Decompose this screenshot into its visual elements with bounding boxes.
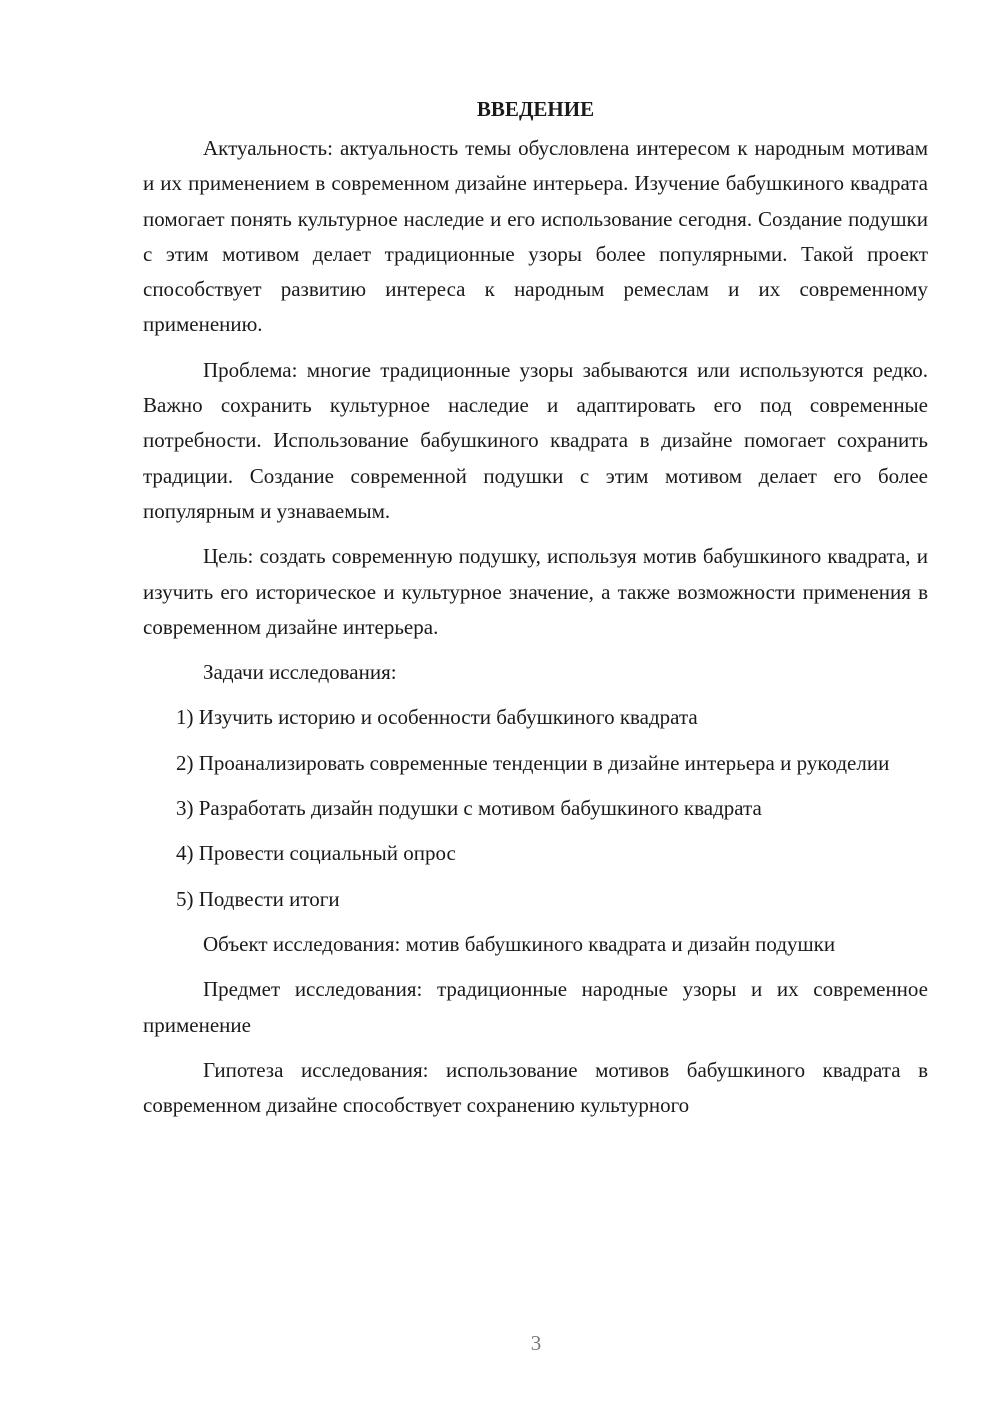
task-item-5: 5) Подвести итоги	[176, 886, 340, 911]
task-item-2: 2) Проанализировать современные тенденции в дизайне интерьера и рукоделии	[176, 750, 890, 775]
paragraph-problem: Проблема: многие традиционные узоры забываются или используются редко. Важно сохранить культурное наследие и адаптировать его под современные потребности. Использование бабушкиного квадрата в дизайне помогает сохранить традиции. Создание современной подушки с этим мотивом делает его более популярным и узнаваемым.	[143, 357, 928, 523]
task-item-1: 1) Изучить историю и особенности бабушкиного квадрата	[176, 705, 698, 730]
paragraph-tasks-heading: Задачи исследования:	[203, 660, 397, 685]
paragraph-goal: Цель: создать современную подушку, используя мотив бабушкиного квадрата, и изучить его историческое и культурное значение, а также возможности применения в современном дизайне интерьера.	[143, 544, 928, 639]
task-item-3: 3) Разработать дизайн подушки с мотивом бабушкиного квадрата	[176, 796, 762, 821]
task-item-4: 4) Провести социальный опрос	[176, 841, 456, 866]
paragraph-object: Объект исследования: мотив бабушкиного квадрата и дизайн подушки	[203, 931, 836, 956]
page-number: 3	[530, 1331, 542, 1355]
document-page	[143, 92, 928, 1133]
page-title: ВВЕДЕНИЕ	[476, 97, 595, 121]
paragraph-relevance: Актуальность: актуальность темы обусловлена интересом к народным мотивам и их применением в современном дизайне интерьера. Изучение бабушкиного квадрата помогает понять культурное наследие и его использование сегодня. Создание подушки с этим мотивом делает традиционные узоры более популярными. Такой проект способствует развитию интереса к народным ремеслам и их современному применению.	[143, 136, 928, 337]
paragraph-hypothesis: Гипотеза исследования: использование мотивов бабушкиного квадрата в современном дизайне способствует сохранению культурного	[143, 1057, 928, 1118]
paragraph-subject: Предмет исследования: традиционные народные узоры и их современное применение	[143, 977, 928, 1037]
